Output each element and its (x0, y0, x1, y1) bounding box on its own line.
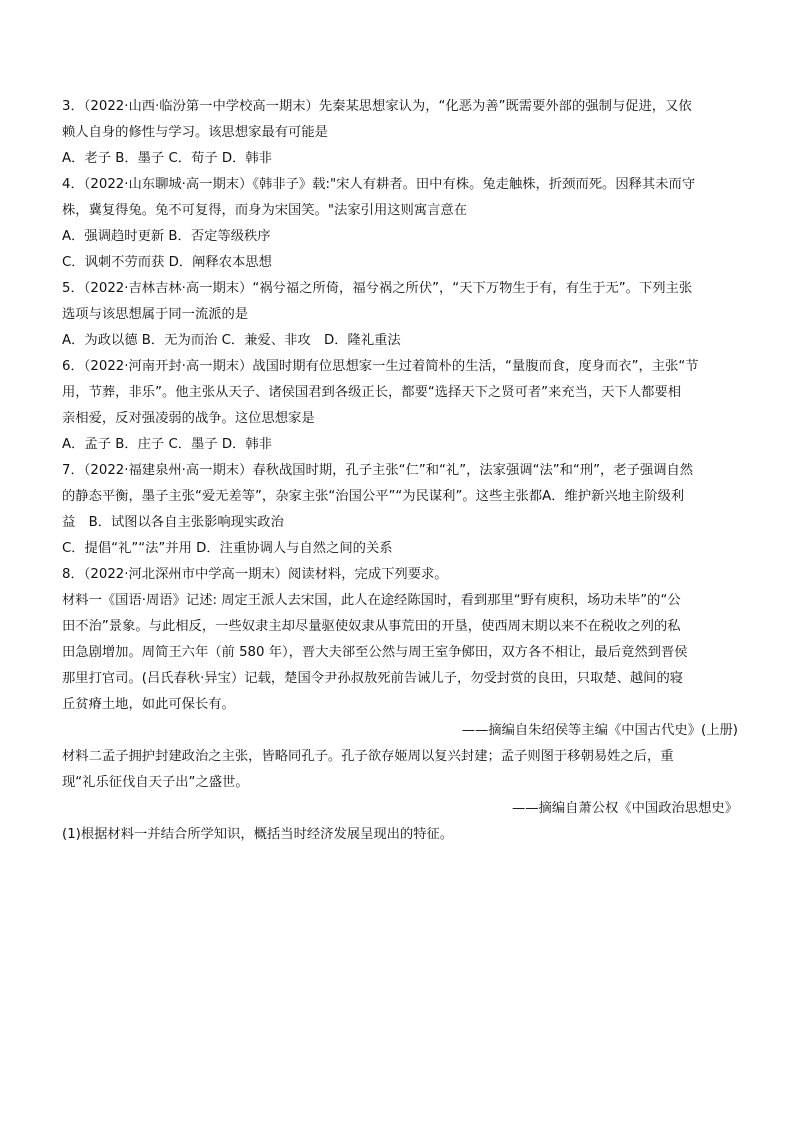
question-8-stem: 8．（2022·河北深州市中学高一期末）阅读材料，完成下列要求。 (62, 567, 448, 582)
question-5-options: A．为政以德 B．无为而治 C．兼爱、非攻 D．隆礼重法 (62, 333, 401, 348)
material-2-line-1: 材料二孟子拥护封建政治之主张，皆略同孔子。孔子欲存姬周以复兴封建；孟子则图于移朝易姓之后，重 (62, 749, 674, 764)
question-4-stem-line-1: 4．（2022·山东聊城·高一期末）《韩非子》载:"宋人有耕者。田中有株。兔走触株，折颈而死。因释其未而守 (62, 177, 696, 192)
question-7-stem-line-1: 7．（2022·福建泉州·高一期末）春秋战国时期，孔子主张“仁”和“礼”，法家强调“法”和“刑”，老子强调自然 (62, 463, 694, 478)
material-1-source: ——摘编自朱绍侯等主编《中国古代史》(上册) (461, 723, 738, 738)
question-4-options-ab: A．强调趋时更新 B．否定等级秩序 (62, 229, 271, 244)
question-4-options-cd: C．讽刺不劳而获 D．阐释农本思想 (62, 255, 272, 270)
document-page (62, 97, 738, 851)
question-6-stem-line-1: 6．（2022·河南开封·高一期末）战国时期有位思想家一生过着简朴的生活，“量腹而食，度身而衣”，主张“节 (62, 359, 699, 374)
question-6-stem-line-2: 用，节葬，非乐”。他主张从天子、诸侯国君到各级正长，都要“选择天下之贤可者”来充当，天下人都要相 (62, 385, 682, 400)
question-7-options-cd: C．提倡“礼”“法”并用 D．注重协调人与自然之间的关系 (62, 541, 393, 556)
question-6-stem-line-3: 亲相爱，反对强凌弱的战争。这位思想家是 (62, 411, 315, 426)
question-7-stem-line-2: 的静态平衡，墨子主张“爱无差等”，杂家主张“治国公平”“为民谋利”。这些主张都A．维护新兴地主阶级利 (62, 489, 685, 504)
material-2-source: ——摘编自萧公权《中国政治思想史》 (511, 801, 738, 816)
question-5-stem-line-1: 5．（2022·吉林吉林·高一期末）“祸兮福之所倚，福兮祸之所伏”，“天下万物生于有，有生于无”。下列主张 (62, 281, 693, 296)
material-1-line-1: 材料一《国语·周语》记述: 周定王派人去宋国，此人在途经陈国时，看到那里“野有庾积，场功未毕”的“公 (62, 593, 681, 608)
question-6-options: A．孟子 B．庄子 C．墨子 D．韩非 (62, 437, 272, 452)
material-1-line-5: 丘贫瘠土地，如此可保长有。 (62, 697, 235, 712)
material-1-line-4: 那里打官司。(吕氏春秋·异宝）记载，楚国令尹孙叔敖死前告诫儿子，勿受封赏的良田，只取楚、越间的寝 (62, 671, 684, 686)
question-3-stem-line-2: 赖人自身的修性与学习。该思想家最有可能是 (62, 125, 328, 140)
material-1-line-3: 田急剧增加。周简王六年（前 580 年），晋大夫郤至公然与周王室争鄇田，双方各不相让，最后竟然到晋侯 (62, 645, 688, 660)
material-2-line-2: 现“礼乐征伐自天子出”之盛世。 (62, 775, 249, 790)
question-3-options: A．老子 B．墨子 C．荀子 D．韩非 (62, 151, 272, 166)
question-5-stem-line-2: 选项与该思想属于同一流派的是 (62, 307, 249, 322)
question-3-stem-line-1: 3．（2022·山西·临汾第一中学校高一期末）先秦某思想家认为，“化恶为善”既需要外部的强制与促进，又依 (62, 99, 692, 114)
question-7-options-b: 益 B．试图以各自主张影响现实政治 (62, 515, 284, 530)
material-1-line-2: 田不治”景象。与此相反，一些奴隶主却尽量驱使奴隶从事荒田的开垦，使西周末期以来不在税收之列的私 (62, 619, 681, 634)
question-4-stem-line-2: 株，冀复得兔。兔不可复得，而身为宋国笑。"法家引用这则寓言意在 (62, 203, 468, 218)
question-8-sub-1: (1)根据材料一并结合所学知识，概括当时经济发展呈现出的特征。 (62, 827, 454, 842)
